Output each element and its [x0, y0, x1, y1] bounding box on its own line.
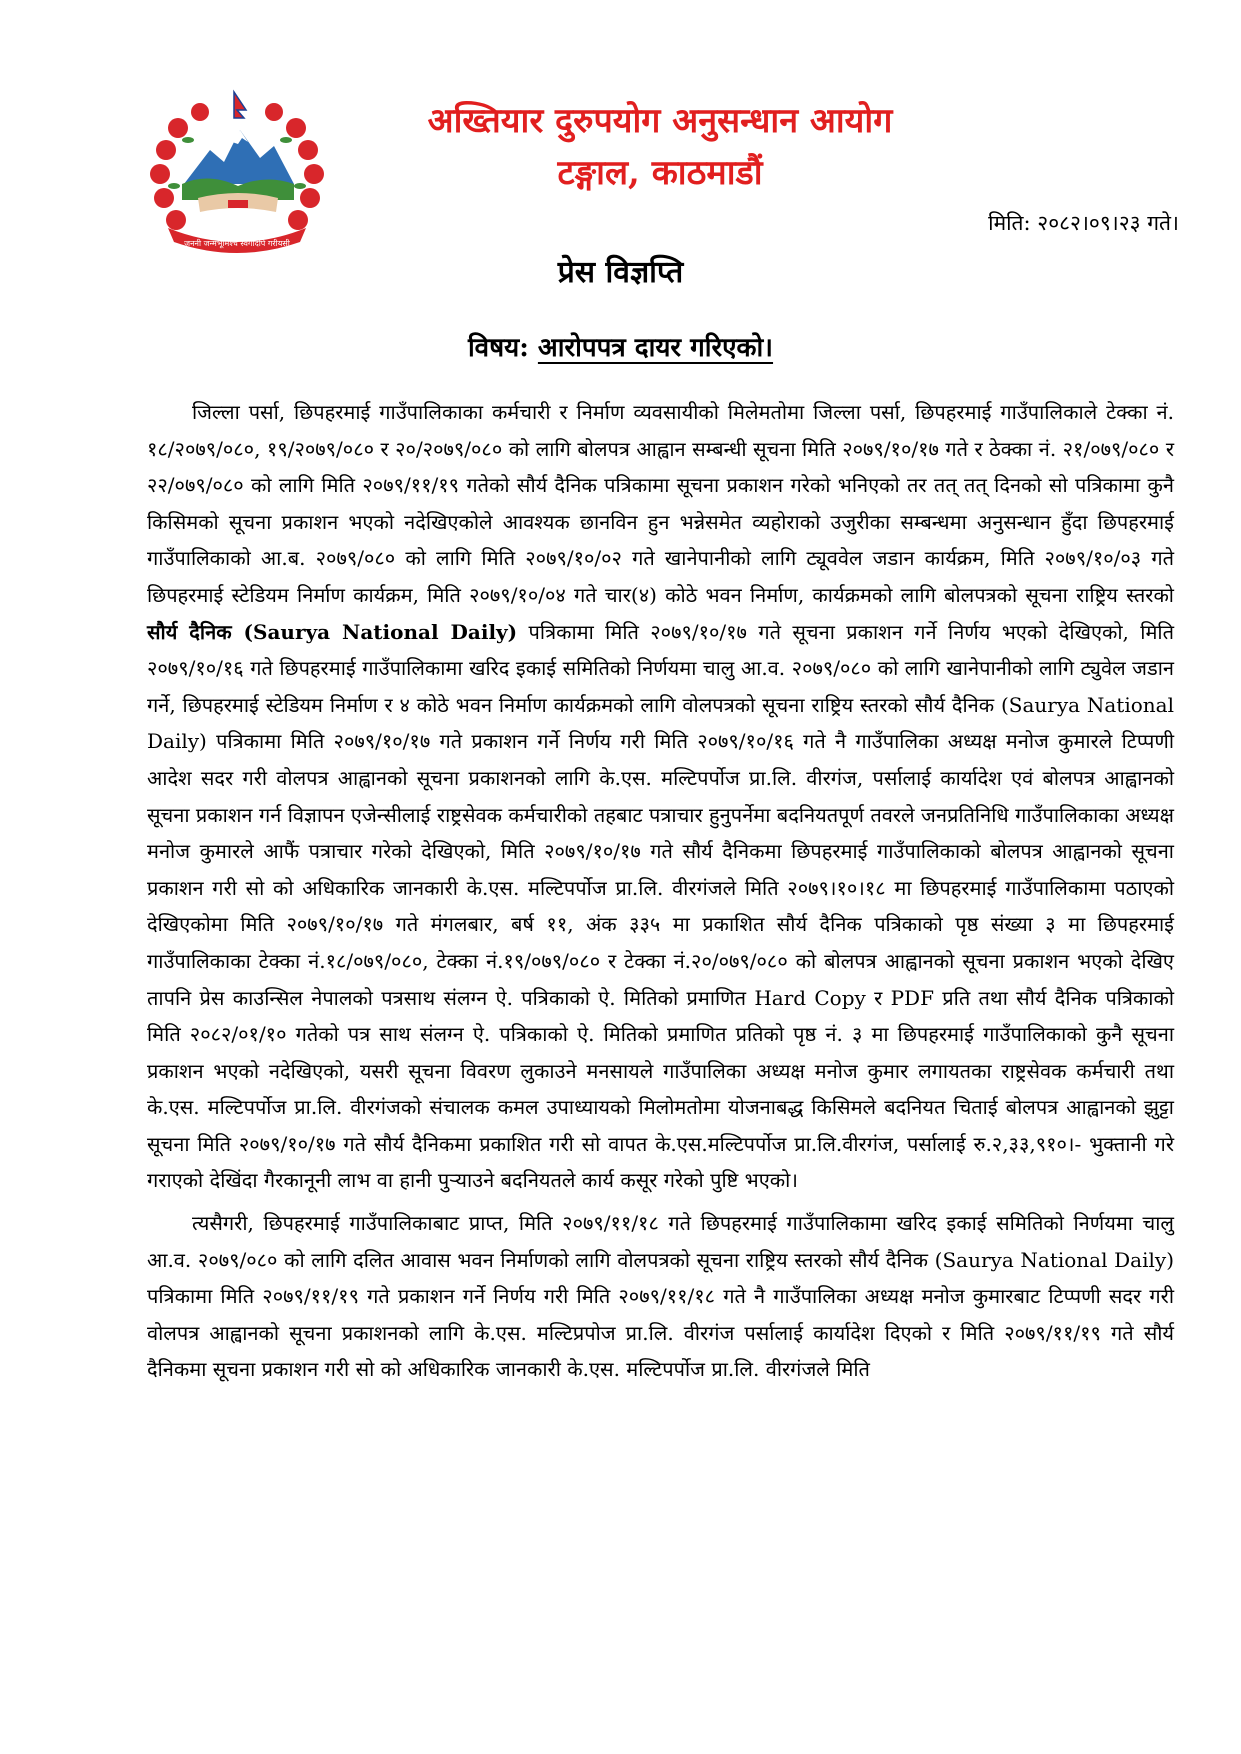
- paragraph-2: त्यसैगरी, छिपहरमाई गाउँपालिकाबाट प्राप्त, मिति २०७९/११/१८ गते छिपहरमाई गाउँपालिकामा खरिद इकाई समितिको निर्णयमा चालु आ.व. २०७९/०८० को लागि दलित आवास भवन निर्माणको लागि वोलपत्रको सूचना राष्ट्रिय स्तरको सौर्य दैनिक (Saurya National Daily) पत्रिकामा मिति २०७९/११/१९ गते प्रकाशन गर्ने निर्णय गरी मिति २०७९/११/१८ गते नै गाउँपालिका अध्यक्ष मनोज कुमारबाट टिप्पणी सदर गरी वोलपत्र आह्वानको सूचना प्रकाशनको लागि के.एस. मल्टिप्रपोज प्रा.लि. वीरगंज पर्सालाई कार्यादेश दिएको र मिति २०७९/११/१९ गते सौर्य दैनिकमा सूचना प्रकाशन गरी सो को अधिकारिक जानकारी के.एस. मल्टिपर्पोज प्रा.लि. वीरगंजले मिति: [147, 1211, 1174, 1382]
- press-release-body: [147, 394, 1174, 1394]
- subject-line: [0, 328, 1241, 364]
- subject-label: विषय:: [467, 333, 529, 363]
- organization-name: अख्तियार दुरुपयोग अनुसन्धान आयोग: [427, 101, 893, 141]
- paragraph-1-part-b: पत्रिकामा मिति २०७९/१०/१७ गते सूचना प्रकाशन गर्ने निर्णय भएको देखिएको, मिति २०७९/१०/१६ गते छिपहरमाई गाउँपालिकामा खरिद इकाई समितिको निर्णयमा चालु आ.व. २०७९/०८० को लागि खानेपानीको लागि ट्युवेल जडान गर्ने, छिपहरमाई स्टेडियम निर्माण र ४ कोठे भवन निर्माण कार्यक्रमको लागि वोलपत्रको सूचना राष्ट्रिय स्तरको सौर्य दैनिक (Saurya National Daily) पत्रिकामा मिति २०७९/१०/१७ गते प्रकाशन गर्ने निर्णय गरी मिति २०७९/१०/१६ गते नै गाउँपालिका अध्यक्ष मनोज कुमारले टिप्पणी आदेश सदर गरी वोलपत्र आह्वानको सूचना प्रकाशनको लागि के.एस. मल्टिपर्पोज प्रा.लि. वीरगंज, पर्सालाई कार्यादेश एवं बोलपत्र आह्वानको सूचना प्रकाशन गर्न विज्ञापन एजेन्सीलाई राष्ट्रसेवक कर्मचारीको तहबाट पत्राचार हुनुपर्नेमा बदनियतपूर्ण तवरले जनप्रतिनिधि गाउँपालिकाका अध्यक्ष मनोज कुमारले आफैं पत्राचार गरेको देखिएको, मिति २०७९/१०/१७ गते सौर्य दैनिकमा छिपहरमाई गाउँपालिकाको बोलपत्र आह्वानको सूचना प्रकाशन गरी सो को अधिकारिक जानकारी के.एस. मल्टिपर्पोज प्रा.लि. वीरगंजले मिति २०७९।१०।१८ मा छिपहरमाई गाउँपालिकामा पठाएको देखिएकोमा मिति २०७९/१०/१७ गते मंगलबार, बर्ष ११, अंक ३३५ मा प्रकाशित सौर्य दैनिक पत्रिकाको पृष्ठ संख्या ३ मा छिपहरमाई गाउँपालिकाका टेक्का नं.१८/०७९/०८०, टेक्का नं.१९/०७९/०८० र टेक्का नं.२०/०७९/०८० को बोलपत्र आह्वानको सूचना प्रकाशन भएको देखिए तापनि प्रेस काउन्सिल नेपालको पत्रसाथ संलग्न ऐ. पत्रिकाको ऐ. मितिको प्रमाणित Hard Copy र PDF प्रति तथा सौर्य दैनिक पत्रिकाको मिति २०८२/०१/१० गतेको पत्र साथ संलग्न ऐ. पत्रिकाको ऐ. मितिको प्रमाणित प्रतिको पृष्ठ नं. ३ मा छिपहरमाई गाउँपालिकाको कुनै सूचना प्रकाशन भएको नदेखिएको, यसरी सूचना विवरण लुकाउने मनसायले गाउँपालिका अध्यक्ष मनोज कुमार लगायतका राष्ट्रसेवक कर्मचारी तथा के.एस. मल्टिपर्पोज प्रा.लि. वीरगंजको संचालक कमल उपाध्यायको मिलोमतोमा योजनाबद्ध किसिमले बदनियत चिताई बोलपत्र आह्वानको झुट्टा सूचना मिति २०७९/१०/१७ गते सौर्य दैनिकमा प्रकाशित गरी सो वापत के.एस.मल्टिपर्पोज प्रा.लि.वीरगंज, पर्सालाई रु.२,३३,९१०।- भुक्तानी गरे गराएको देखिंदा गैरकानूनी लाभ वा हानी पुऱ्याउने बदनियतले कार्य कसूर गरेको पुष्टि भएको।: [147, 619, 1174, 1193]
- paragraph-1-part-a: जिल्ला पर्सा, छिपहरमाई गाउँपालिकाका कर्मचारी र निर्माण व्यवसायीको मिलेमतोमा जिल्ला पर्सा, छिपहरमाई गाउँपालिकाले टेक्का नं. १८/२०७९/०८०, १९/२०७९/०८० र २०/२०७९/०८० को लागि बोलपत्र आह्वान सम्बन्धी सूचना मिति २०७९/१०/१७ गते र ठेक्का नं. २१/०७९/०८० र २२/०७९/०८० को लागि मिति २०७९/११/१९ गतेको सौर्य दैनिक पत्रिकामा सूचना प्रकाशन गरेको भनिएको तर तत् तत् दिनको सो पत्रिकामा कुनै किसिमको सूचना प्रकाशन भएको नदेखिएकोले आवश्यक छानविन हुन भन्नेसमेत व्यहोराको उजुरीका सम्बन्धमा अनुसन्धान हुँदा छिपहरमाई गाउँपालिकाको आ.ब. २०७९/०८० को लागि मिति २०७९/१०/०२ गते खानेपानीको लागि ट्यूववेल जडान कार्यक्रम, मिति २०७९/१०/०३ गते छिपहरमाई स्टेडियम निर्माण कार्यक्रम, मिति २०७९/१०/०४ गते चार(४) कोठे भवन निर्माण, कार्यक्रमको लागि बोलपत्रको सूचना राष्ट्रिय स्तरको: [147, 400, 1174, 607]
- organization-location: टङ्गाल, काठमाडौं: [557, 153, 763, 193]
- nepal-emblem-icon: [148, 88, 326, 258]
- subject-text: आरोपपत्र दायर गरिएको।: [537, 333, 774, 363]
- issue-date: मिति: २०८२।०९।२३ गते।: [988, 211, 1179, 235]
- svg-text:जननी जन्मभूमिश्च स्वर्गादपि गर: जननी जन्मभूमिश्च स्वर्गादपि गरीयसी: [184, 239, 290, 248]
- page-title: प्रेस विज्ञप्ति: [557, 255, 684, 290]
- paragraph-1: [147, 394, 1174, 1199]
- paragraph-1-bold-newspaper: सौर्य दैनिक (Saurya National Daily): [147, 619, 518, 644]
